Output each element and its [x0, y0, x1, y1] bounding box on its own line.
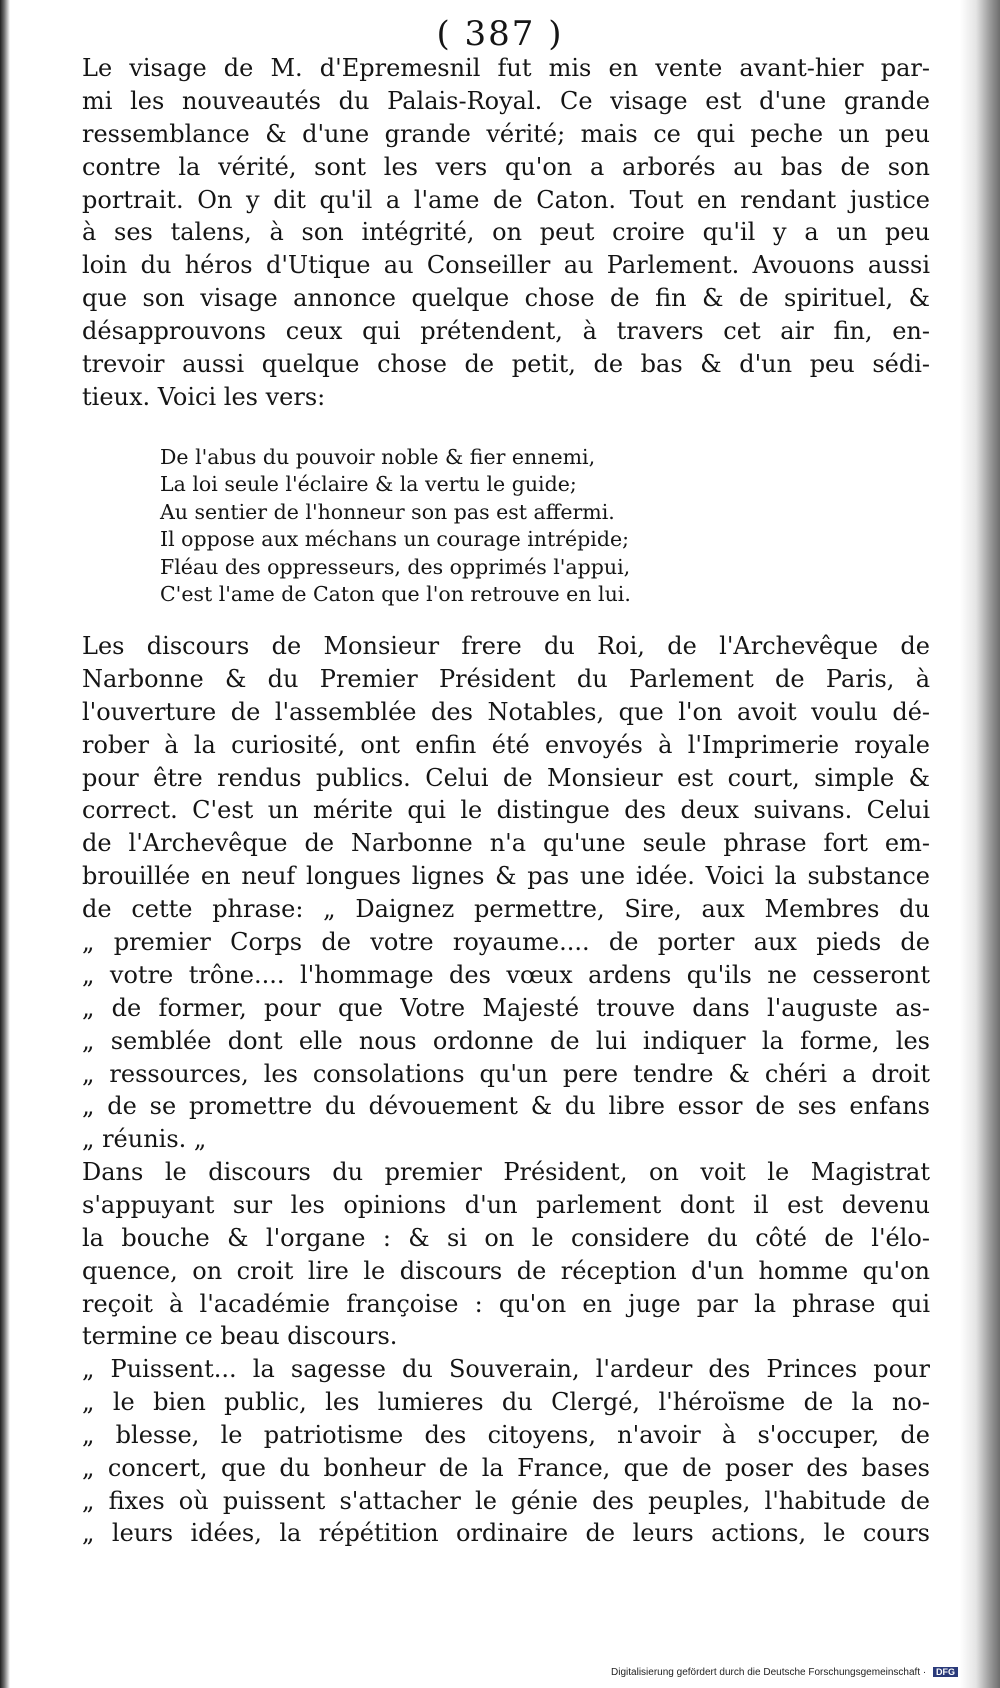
text-line: correct. C'est un mérite qui le distingue des deux suivans. Celui — [82, 796, 930, 825]
text-line: Le visage de M. d'Epremesnil fut mis en vente avant-hier par- — [82, 54, 930, 82]
text-line: contre la vérité, sont les vers qu'on a arborés au bas de son — [82, 152, 930, 181]
poem-verse: Au sentier de l'honneur son pas est affermi. — [160, 499, 615, 524]
text-line: ressemblance & d'une grande vérité; mais ce qui peche un peu — [82, 119, 930, 148]
poem-verse: De l'abus du pouvoir noble & fier ennemi, — [160, 445, 596, 469]
text-line: „ votre trône.... l'hommage des vœux ardens qu'ils ne cesseront — [82, 960, 930, 989]
poem-verse: Il oppose aux méchans un courage intrépide; — [160, 527, 629, 552]
text-line: „ blesse, le patriotisme des citoyens, n'avoir à s'occuper, de — [82, 1420, 930, 1449]
digitization-credit — [611, 1667, 958, 1678]
text-line: rober à la curiosité, ont enfin été envoyés à l'Imprimerie royale — [82, 730, 930, 759]
text-line: désapprouvons ceux qui prétendent, à travers cet air fin, en- — [82, 317, 930, 346]
text-line: de cette phrase: „ Daignez permettre, Sire, aux Membres du — [82, 895, 930, 924]
text-line: mi les nouveautés du Palais-Royal. Ce visage est d'une grande — [82, 86, 930, 115]
text-line: „ premier Corps de votre royaume.... de porter aux pieds de — [82, 928, 930, 957]
text-line: „ ressources, les consolations qu'un pere tendre & chéri a droit — [82, 1059, 930, 1088]
text-line: Les discours de Monsieur frere du Roi, de l'Archevêque de — [82, 632, 930, 660]
paragraph-quotation — [82, 1353, 930, 1550]
text-line: „ Puissent... la sagesse du Souverain, l'ardeur des Princes pour — [82, 1355, 930, 1383]
text-line: trevoir aussi quelque chose de petit, de bas & d'un peu sédi- — [82, 350, 930, 379]
text-line: portrait. On y dit qu'il a l'ame de Caton. Tout en rendant justice — [82, 185, 930, 214]
right-page-edge — [960, 0, 1000, 1688]
poem-verse: La loi seule l'éclaire & la vertu le guide; — [160, 472, 577, 497]
dfg-logo: DFG — [933, 1667, 958, 1677]
text-line: loin du héros d'Utique au Conseiller au Parlement. Avouons aussi — [82, 251, 930, 280]
text-line: s'appuyant sur les opinions d'un parlement dont il est devenu — [82, 1190, 930, 1219]
credit-text: Digitalisierung gefördert durch die Deutsche Forschungsgemeinschaft · — [611, 1667, 927, 1678]
text-line: „ semblée dont elle nous ordonne de lui indiquer la forme, les — [82, 1026, 930, 1055]
text-line: que son visage annonce quelque chose de fin & de spirituel, & — [82, 284, 930, 313]
text-line: tieux. Voici les vers: — [82, 382, 326, 411]
page-number: ( 387 ) — [436, 14, 564, 54]
text-line: „ concert, que du bonheur de la France, que de poser des bases — [82, 1453, 930, 1482]
text-line: „ réunis. „ — [82, 1125, 207, 1154]
text-line: l'ouverture de l'assemblée des Notables, que l'on avoit voulu dé- — [82, 697, 930, 726]
text-line: la bouche & l'organe : & si on le considere du côté de l'élo- — [82, 1223, 930, 1252]
text-line: de l'Archevêque de Narbonne n'a qu'une seule phrase fort em- — [82, 829, 930, 858]
paragraph-discours — [82, 630, 930, 1156]
text-line: „ le bien public, les lumieres du Clergé, l'héroïsme de la no- — [82, 1387, 930, 1416]
text-line: Narbonne & du Premier Président du Parlement de Paris, à — [82, 664, 930, 693]
text-line: brouillée en neuf longues lignes & pas une idée. Voici la substance — [82, 862, 930, 891]
paragraph-premier-president — [82, 1156, 930, 1353]
text-line: „ fixes où puissent s'attacher le génie des peuples, l'habitude de — [82, 1486, 930, 1515]
text-line: „ de se promettre du dévouement & du libre essor de ses enfans — [82, 1092, 930, 1121]
text-line: termine ce beau discours. — [82, 1322, 398, 1351]
poem-verse: Fléau des oppresseurs, des opprimés l'appui, — [160, 554, 631, 579]
text-line: pour être rendus publics. Celui de Monsieur est court, simple & — [82, 763, 930, 792]
text-line: à ses talens, à son intégrité, on peut croire qu'il y a un peu — [82, 218, 930, 247]
poem-verse: C'est l'ame de Caton que l'on retrouve en lui. — [160, 582, 631, 607]
text-line: „ de former, pour que Votre Majesté trouve dans l'auguste as- — [82, 993, 930, 1022]
left-page-edge — [0, 0, 10, 1688]
poem-verses — [160, 444, 860, 608]
text-line: „ leurs idées, la répétition ordinaire de leurs actions, le cours — [82, 1519, 930, 1548]
text-line: Dans le discours du premier Président, on voit le Magistrat — [82, 1158, 930, 1186]
text-line: reçoit à l'académie françoise : qu'on en juge par la phrase qui — [82, 1289, 930, 1318]
paragraph-epremesnil — [82, 52, 930, 414]
text-line: quence, on croit lire le discours de réception d'un homme qu'on — [82, 1256, 930, 1285]
